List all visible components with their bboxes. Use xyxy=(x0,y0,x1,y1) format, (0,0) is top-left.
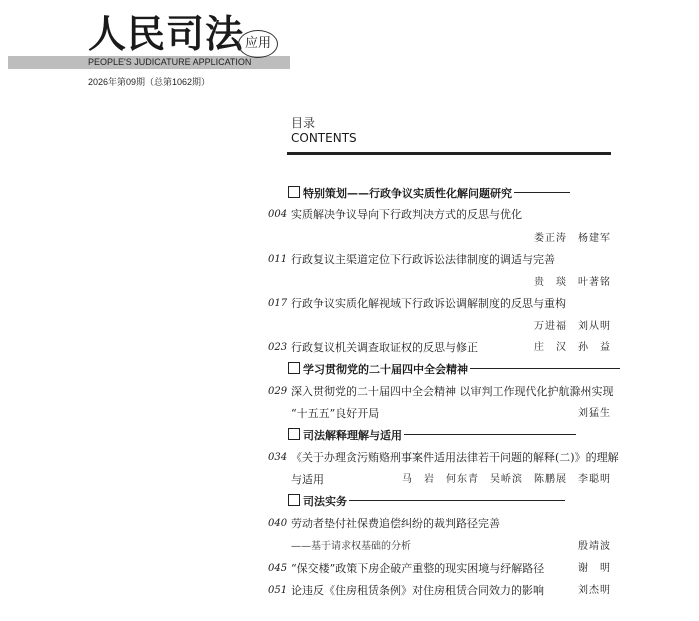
article-page: 029 xyxy=(268,386,288,397)
checkbox-icon xyxy=(288,494,300,506)
article-page: 011 xyxy=(268,254,288,265)
article-title[interactable]: 行政复议机关调查取证权的反思与修正 xyxy=(291,341,478,354)
article-title[interactable]: 劳动者垫付社保费追偿纠纷的裁判路径完善 xyxy=(291,517,500,530)
checkbox-icon xyxy=(288,428,300,440)
toc-heading-en: CONTENTS xyxy=(291,131,357,145)
checkbox-icon xyxy=(288,362,300,374)
article-title[interactable]: 实质解决争议导向下行政判决方式的反思与优化 xyxy=(291,208,522,221)
section-rule xyxy=(404,434,576,435)
article-title-continued[interactable]: 与适用 xyxy=(291,473,324,486)
article-title[interactable]: “保交楼”政策下房企破产重整的现实困境与纾解路径 xyxy=(291,562,545,575)
issue-number: 2026年第09期（总第1062期） xyxy=(88,77,211,87)
article-page: 034 xyxy=(268,452,288,463)
section-heading: 司法解释理解与适用 xyxy=(288,428,576,443)
article-authors: 马 岩 何东青 吴峤滨 陈鹏展 李聪明 xyxy=(402,474,611,485)
checkbox-icon xyxy=(288,186,300,198)
article-page: 051 xyxy=(268,585,288,596)
section-rule xyxy=(514,192,570,193)
article-title[interactable]: 《关于办理贪污贿赂刑事案件适用法律若干问题的解释(二)》的理解 xyxy=(291,451,619,464)
section-heading: 学习贯彻党的二十届四中全会精神 xyxy=(288,362,620,377)
article-title[interactable]: 行政争议实质化解视域下行政诉讼调解制度的反思与重构 xyxy=(291,297,566,310)
article-authors: 庄 汉 孙 益 xyxy=(534,342,611,353)
article-page: 045 xyxy=(268,563,288,574)
article-authors: 贵 琰 叶著铭 xyxy=(534,277,611,288)
journal-english-title: PEOPLE'S JUDICATURE APPLICATION xyxy=(88,57,252,67)
journal-badge: 应用 xyxy=(238,30,278,58)
article-authors: 娄正涛 杨建军 xyxy=(534,233,611,244)
article-page: 040 xyxy=(268,518,288,529)
journal-title: 人民司法 xyxy=(88,12,245,56)
article-authors: 万进福 刘从明 xyxy=(534,321,611,332)
section-heading: 特别策划——行政争议实质性化解问题研究 xyxy=(288,186,570,201)
article-authors: 刘杰明 xyxy=(578,585,611,596)
toc-heading xyxy=(291,116,357,146)
article-page: 023 xyxy=(268,342,288,353)
article-authors: 谢 明 xyxy=(578,563,611,574)
article-title[interactable]: 深入贯彻党的二十届四中全会精神 以审判工作现代化护航滁州实现 xyxy=(291,385,614,398)
toc-heading-cn: 目录 xyxy=(291,116,316,130)
article-title[interactable]: 论违反《住房租赁条例》对住房租赁合同效力的影响 xyxy=(291,584,544,597)
article-authors: 殷靖波 xyxy=(578,541,611,552)
article-title-continued[interactable]: “十五五”良好开局 xyxy=(291,407,380,420)
article-authors: 刘猛生 xyxy=(578,408,611,419)
article-page: 017 xyxy=(268,298,288,309)
section-rule xyxy=(470,368,620,369)
section-rule xyxy=(349,500,565,501)
article-subtitle: ——基于请求权基础的分析 xyxy=(291,541,411,552)
article-title[interactable]: 行政复议主渠道定位下行政诉讼法律制度的调适与完善 xyxy=(291,253,555,266)
article-page: 004 xyxy=(268,209,288,220)
section-heading: 司法实务 xyxy=(288,494,565,509)
toc-divider xyxy=(287,152,611,155)
